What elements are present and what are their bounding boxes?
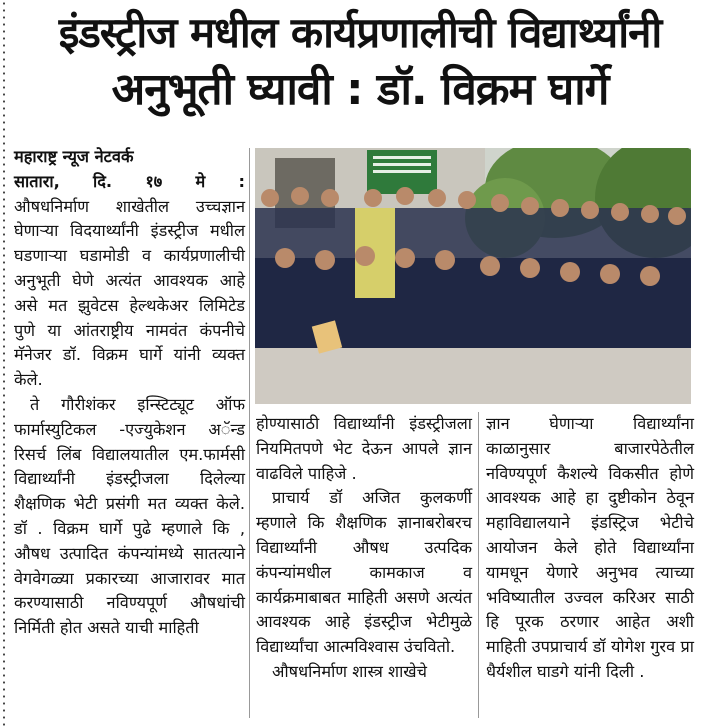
group-photo-image bbox=[255, 148, 691, 404]
article-column-2 bbox=[256, 412, 472, 685]
headline-line-1: इंडस्ट्रीज मधील कार्यप्रणालीची विद्यार्थ्यांनी bbox=[58, 8, 662, 57]
column2-paragraph-2: प्राचार्य डॉ अजित कुलकर्णी म्हणाले कि शैक्षणिक ज्ञानाबरोबरच विद्यार्थ्यांनी औषध उत्पदिक कंपन्यांमधील कामकाज व कार्यक्रमाबाबत माहिती असणे अत्यंत आवश्यक आहे इंडस्ट्रीज भेटीमुळे विद्यार्थ्यांचा आत्मविश्वास उंचवितो. bbox=[256, 488, 472, 657]
column1-paragraph-2: ते गौरीशंकर इन्स्टिट्यूट ऑफ फार्मास्युटिकल -एज्युकेशन अॅन्ड रिसर्च लिंब विद्यालयातील एम.फार्मसी विद्यार्थ्यांनी इंडस्ट्रीजला दिलेल्या शैक्षणिक भेटी प्रसंगी मत व्यक्त केले. डॉ . विक्रम घार्गे पुढे म्हणाले कि , औषध उत्पादित कंपन्यांमध्ये सातत्याने वेगवेगळ्या प्रकारच्या आजारावर मात करण्यासाठी नविण्यपूर्ण औषधांची निर्मिती होत असते याची माहिती bbox=[14, 394, 245, 638]
article-column-3 bbox=[486, 412, 694, 685]
column3-paragraph-1: ज्ञान घेणाऱ्या विद्यार्थ्यांना काळानुसार बाजारपेठेतील नविण्यपूर्ण कैशल्ये विकसीत होणे आवश्यक आहे हा दुष्टीकोन ठेवून महाविद्यालयाने इंडस्ट्रिज भेटीचे आयोजन केले होते विद्यार्थ्यांना यामधून येणारे अनुभव त्याच्या भविष्यातील उज्वल करिअर साठी हि पूरक ठरणार आहेत अशी माहिती उपप्राचार्य डॉ योगेश गुरव प्रा धैर्यशील घाडगे यांनी दिली . bbox=[486, 414, 694, 681]
byline-dateline: सातारा, दि. १७ मे : bbox=[14, 171, 245, 191]
column2-paragraph-1: होण्यासाठी विद्यार्थ्यांनी इंडस्ट्रीजला नियमितपणे भेट देऊन आपले ज्ञान वाढविले पाहिजे . bbox=[256, 414, 472, 483]
page-dotted-margin bbox=[2, 0, 6, 727]
column-divider-2 bbox=[478, 412, 479, 718]
column-divider-1 bbox=[249, 148, 250, 718]
article-column-1 bbox=[14, 145, 245, 641]
column1-paragraph-1: औषधनिर्माण शाखेतील उच्चज्ञान घेणाऱ्या विदयार्थ्यांनी इंडस्ट्रीज मधील घडणाऱ्या घडामोडी व कार्यप्रणालीची अनुभूती घेणे अत्यंत आवश्यक आहे असे मत झुवेटस हेल्थकेअर लिमिटेड पुणे या आंतराष्ट्रीय नामवंत कंपनीचे मॅनेजर डॉ. विक्रम घार्गे यांनी व्यक्त केले. bbox=[14, 196, 245, 390]
headline-line-2: अनुभूती घ्यावी : डॉ. विक्रम घार्गे bbox=[111, 64, 609, 115]
group-photo bbox=[255, 148, 691, 404]
column2-paragraph-3: औषधनिर्माण शास्त्र शाखेचे bbox=[272, 661, 427, 681]
byline-source: महाराष्ट्र न्यूज नेटवर्क bbox=[14, 147, 134, 166]
